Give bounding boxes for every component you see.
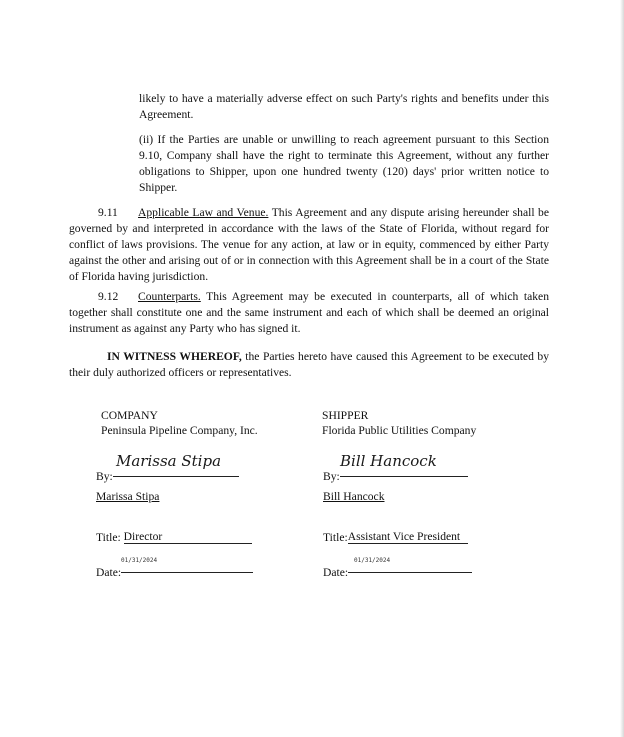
section-number: 9.12	[98, 290, 119, 303]
shipper-label: SHIPPER	[322, 409, 369, 422]
witness-clause	[69, 349, 549, 381]
shipper-title-label: Title:	[323, 531, 348, 544]
shipper-date-row	[323, 558, 472, 579]
continued-paragraph: likely to have a materially adverse effect on such Party's rights and benefits under this Agreement.	[139, 92, 549, 121]
section-text: This Agreement and any dispute arising hereunder shall be governed by and interpreted in accordance with the laws of the State of Florida, without regard for conflict of laws provisions. The venue for any action, at law or in equity, commenced by either Party against the other and arising out of or in connection with this Agreement shall be in a court of the State of Florida having jurisdiction.	[69, 206, 549, 283]
company-date: 01/31/2024	[121, 557, 158, 564]
section-9-12	[69, 289, 549, 337]
company-printed-name: Marissa Stipa	[96, 490, 160, 503]
company-name: Peninsula Pipeline Company, Inc.	[101, 424, 258, 437]
company-title: Director	[123, 530, 163, 543]
shipper-by-label: By:	[323, 470, 340, 483]
company-signature: Marissa Stipa	[116, 452, 222, 470]
section-heading: Applicable Law and Venue.	[138, 206, 269, 219]
shipper-name: Florida Public Utilities Company	[322, 424, 477, 437]
witness-lead: IN WITNESS WHEREOF,	[107, 350, 242, 363]
company-date-row	[96, 558, 253, 579]
shipper-printed-name: Bill Hancock	[323, 490, 385, 503]
company-by-label: By:	[96, 470, 113, 483]
company-title-label: Title:	[96, 531, 121, 544]
section-text: This Agreement may be executed in counterparts, all of which taken together shall constitute one and the same instrument and each of which shall be deemed an original instrument as against any Party who has signed it.	[69, 290, 549, 335]
shipper-title: Assistant Vice President	[347, 530, 461, 543]
company-label: COMPANY	[101, 409, 158, 422]
section-heading: Counterparts.	[138, 290, 201, 303]
witness-text: the Parties hereto have caused this Agreement to be executed by their duly authorized officers or representatives.	[69, 350, 549, 379]
page-edge-shadow	[620, 0, 624, 737]
section-9-11	[69, 205, 549, 285]
section-number: 9.11	[98, 206, 118, 219]
shipper-title-row	[323, 530, 468, 544]
shipper-signature: Bill Hancock	[340, 452, 437, 470]
paragraph-ii: (ii) If the Parties are unable or unwilling to reach agreement pursuant to this Section 9.10, Company shall have the right to terminate this Agreement, without any further obligations to Shipper, upon one hundred twenty (120) days' prior written notice to Shipper.	[139, 133, 549, 194]
shipper-date: 01/31/2024	[354, 557, 391, 564]
company-date-label: Date:	[96, 566, 122, 579]
company-title-row	[96, 530, 252, 544]
shipper-date-label: Date:	[323, 566, 349, 579]
